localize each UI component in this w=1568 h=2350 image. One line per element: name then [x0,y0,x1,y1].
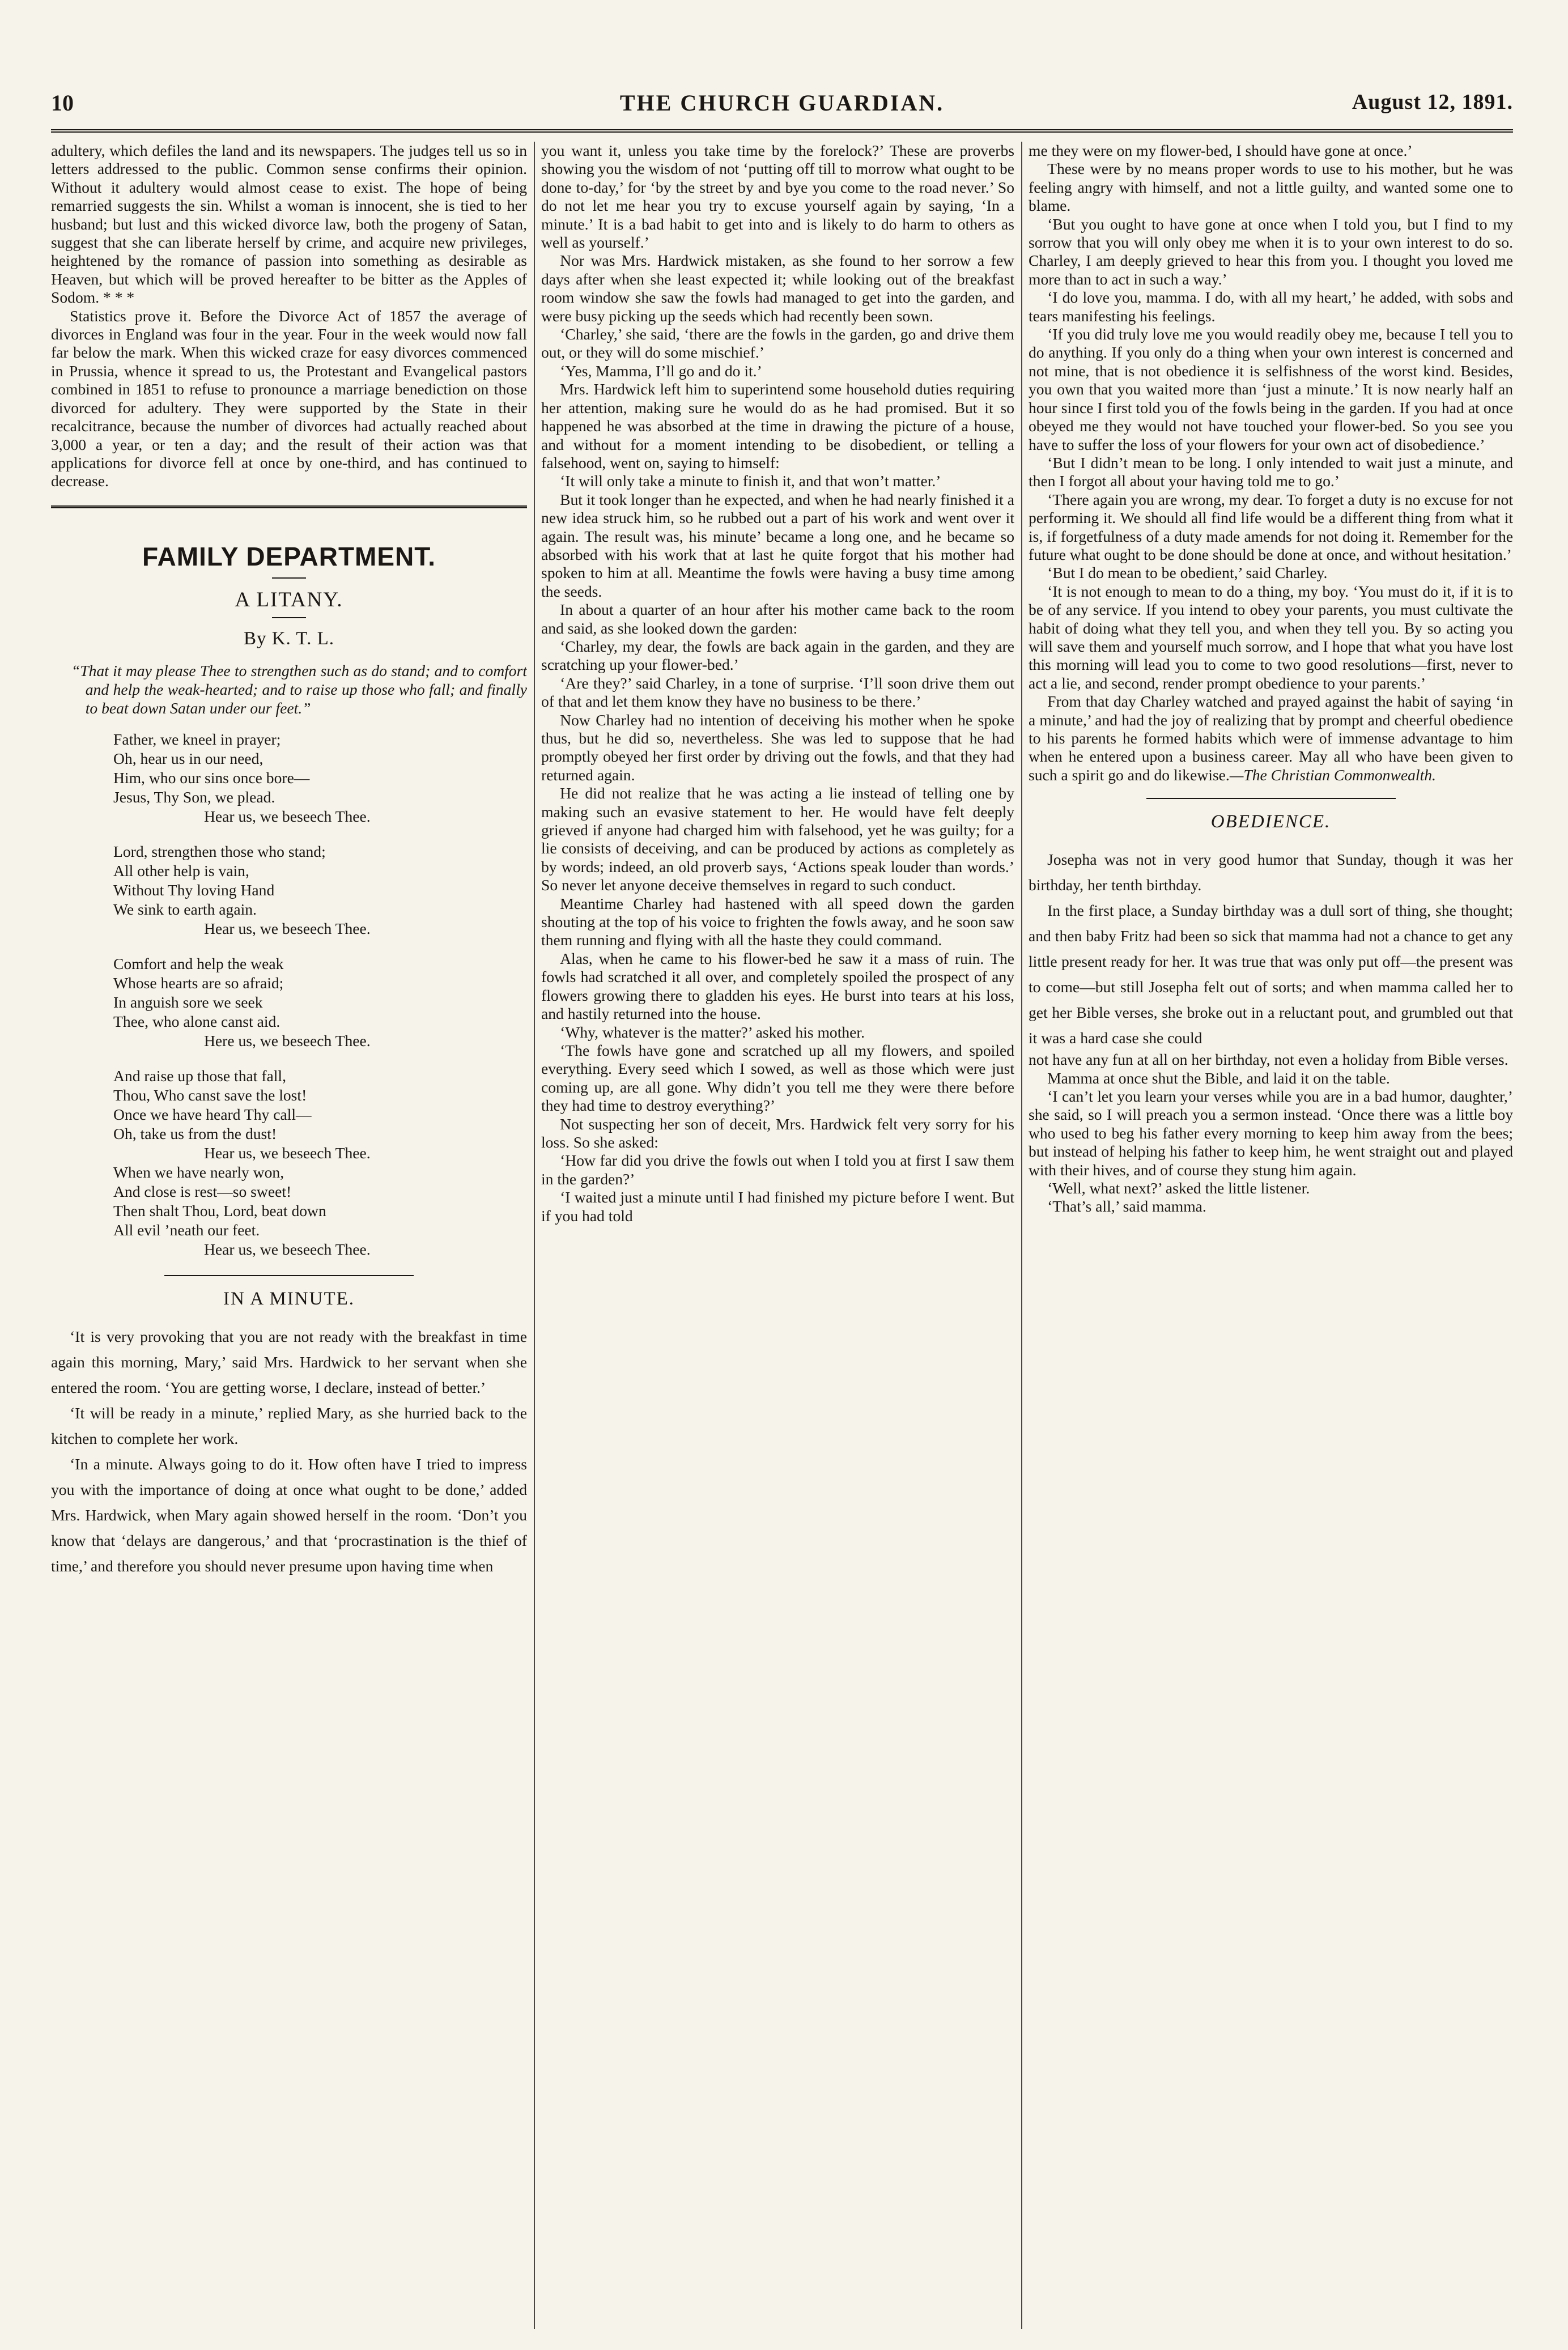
story-paragraph: ‘The fowls have gone and scratched up all my flowers, and spoiled everything. Every seed which I sowed, as well as those which were just coming up, are all gone. Why didn’t you tell me they were there before they had time to destroy everything?’ [541,1041,1014,1115]
story-paragraph: ‘It is very provoking that you are not ready with the breakfast in time again this morning, Mary,’ said Mrs. Hardwick to her servant when she entered the room. ‘You are getting worse, I declare, instead of better.’ [51,1327,527,1396]
story-paragraph: But it took longer than he expected, and when he had nearly finished it a new idea struck him, so he rubbed out a part of his work and went over it again. The result was, his minute’ became a long one, and he became so absorbed with his work that at last he quite forgot that his mother had spoken to him at all. Meantime the fowls were having a busy time among the seeds. [541,490,1014,600]
poem-refrain: Hear us, we beseech Thee. [204,919,371,937]
poem-line: Oh, hear us in our need, [113,749,264,767]
poem-author: By K. T. L. [243,628,335,649]
poem-line: Once we have heard Thy call— [113,1105,312,1123]
short-divider [272,617,306,618]
story-paragraph: Josepha was not in very good humor that Sunday, though it was her birthday, her tenth birthday. [1029,851,1513,894]
story-paragraph: He did not realize that he was acting a lie instead of telling one by making such an evasive statement to her. He would have felt deeply grieved if anyone had charged him with falsehood, yet he was guilty; for a lie consists of deceiving, and can be produced by actions as completely as by words; indeed, an old proverb says, ‘Actions speak louder than words.’ So never let anyone deceive themselves in regard to such conduct. [541,784,1014,894]
story-paragraph: ‘Are they?’ said Charley, in a tone of surprise. ‘I’ll soon drive them out of that and let them know they have no business to be there.’ [541,674,1014,711]
poem-line: Oh, take us from the dust! [113,1124,277,1142]
source-attribution: —The Christian Commonwealth. [1229,766,1436,784]
story-paragraph: Meantime Charley had hastened with all speed down the garden shouting at the top of his voice to frighten the fowls away, and he soon saw them running and flying with all the haste they could command. [541,894,1014,949]
story-paragraph: ‘It is not enough to mean to do a thing, my boy. ‘You must do it, if it is to be of any service. If you intend to obey your parents, you must cultivate the habit of doing what they tell you, and when they tell you. By so acting you will save them and yourself much sorrow, and I hope that what you have lost this morning will lead you to come to two good resolutions—first, never to act a lie, and second, render prompt obedience to your parents.’ [1029,582,1513,692]
poem-line: Comfort and help the weak [113,954,284,972]
story-paragraph: Mrs. Hardwick left him to superintend some household duties requiring her attention, making sure he would do as he had promised. But it so happened he was absorbed at the time in drawing the picture of a house, and without for a moment intending to be disobedient, or telling a falsehood, went on, saying to himself: [541,380,1014,471]
poem-line: All evil ’neath our feet. [113,1221,260,1239]
column-2 [541,142,1014,2329]
article-continuation: adultery, which defiles the land and its newspapers. The judges tell us so in letters addressed to the public. Common sense confirms their opinion. Without it adultery would almost cease to exist. The hope of being remarried suggests the sin. Whilst a woman is innocent, she is tied to her husband; but lust and this wicked divorce law, both the progeny of Satan, suggest that she can liberate herself by crime, and acquire new privileges, heightened by the romance of passion into something as desirable as Heaven, but which will be proved hereafter to be bitter as the Apples of Sodom. * * * [51,142,527,307]
story-paragraph: These were by no means proper words to use to his mother, but he was feeling angry with himself, and not a little guilty, and wanted some one to blame. [1029,160,1513,215]
story-paragraph: you want it, unless you take time by the forelock?’ These are proverbs showing you the wisdom of not ‘putting off till to morrow what ought to be done to-day,’ for ‘by the street by and bye you come to the road never.’ So do not let me hear you try to excuse yourself again by saying, ‘In a minute.’ It is a bad habit to get into and is likely to do harm to others as well as yourself.’ [541,142,1014,252]
poem-line: Without Thy loving Hand [113,881,275,899]
poem-stanza [113,1066,527,1259]
column-divider-1 [534,142,535,2329]
story-paragraph: ‘But I didn’t mean to be long. I only intended to wait just a minute, and then I forgot all about your having told me to go.’ [1029,453,1513,490]
short-divider [272,577,306,579]
poem-line: All other help is vain, [113,861,249,879]
story-paragraph: ‘Well, what next?’ asked the little listener. [1047,1179,1310,1197]
poem-line: Thee, who alone canst aid. [113,1012,281,1030]
poem-line: We sink to earth again. [113,900,257,918]
story-paragraph: me they were on my flower-bed, I should have gone at once.’ [1029,142,1413,159]
story-paragraph-text: From that day Charley watched and prayed against the habit of saying ‘in a minute,’ and had the joy of realizing that by prompt and cheerful obedience to his parents he formed habits which were of immense advantage to him when he entered upon a business career. May all who have been given to such a spirit go and do likewise. [1029,692,1513,784]
poem-line: And raise up those that fall, [113,1066,286,1085]
story-paragraph: In the first place, a Sunday birthday was a dull sort of thing, she thought; and then baby Fritz had been so sick that mamma had not a chance to get any little present ready for her. It was true that was only put off—the present was to come—but still Josepha felt out of sorts; and when mamma called her to get her Bible verses, she broke out in a reluctant pout, and grumbled out that it was a hard case she could [1029,902,1513,1047]
story-paragraph [1029,692,1513,784]
story-paragraph: ‘Yes, Mamma, I’ll go and do it.’ [560,362,762,380]
story-paragraph: ‘It will be ready in a minute,’ replied Mary, as she hurried back to the kitchen to complete her work. [51,1404,527,1447]
story-paragraph: Nor was Mrs. Hardwick mistaken, as she found to her sorrow a few days after when she least expected it; while looking out of the breakfast room window she saw the fowls had managed to get into the garden, and were busy picking up the seeds which had recently been sown. [541,252,1014,325]
poem-refrain: Here us, we beseech Thee. [204,1031,371,1049]
issue-date: August 12, 1891. [1352,90,1513,114]
story-paragraph: In about a quarter of an hour after his mother came back to the room and said, as she looked down the garden: [541,601,1014,637]
poem-line: And close is rest—so sweet! [113,1182,292,1200]
column-divider-2 [1021,142,1022,2329]
poem-refrain: Hear us, we beseech Thee. [204,807,371,825]
poem-line: Thou, Who canst save the lost! [113,1086,307,1104]
poem-line: Then shalt Thou, Lord, beat down [113,1201,326,1219]
poem-title: A LITANY. [235,588,343,611]
story-paragraph: Not suspecting her son of deceit, Mrs. Hardwick felt very sorry for his loss. So she asked: [541,1115,1014,1151]
poem-line: Father, we kneel in prayer; [113,730,281,748]
story-paragraph: ‘But you ought to have gone at once when I told you, but I find to my sorrow that you will only obey me when it is to your own interest to do so. Charley, I am deeply grieved to hear this from you. I thought you loved me more than to act in such a way.’ [1029,215,1513,288]
story-paragraph: ‘It will only take a minute to finish it, and that won’t matter.’ [560,472,941,490]
poem-line: Whose hearts are so afraid; [113,974,284,992]
poem-refrain: Hear us, we beseech Thee. [204,1144,371,1162]
poem-refrain: Hear us, we beseech Thee. [204,1240,371,1258]
poem-stanza [113,842,527,938]
poem-line: Lord, strengthen those who stand; [113,842,326,860]
column-3 [1029,142,1513,2329]
story-paragraph: not have any fun at all on her birthday, not even a holiday from Bible verses. [1029,1051,1508,1069]
poem-line: When we have nearly won, [113,1163,284,1181]
department-heading: FAMILY DEPARTMENT. [142,541,436,571]
story-title: IN A MINUTE. [223,1288,355,1309]
story-paragraph: ‘If you did truly love me you would readily obey me, because I tell you to do anything. If you only do a thing when your own interest is concerned and not mine, that is not obedience it is selfishness of the worst kind. Besides, you own that you waited more than ‘just a minute.’ It is now nearly half an hour since I first told you of the fowls being in the garden. If you had at once obeyed me they would not have touched your flower-bed. So you see you have to suffer the loss of your flowers for your own act of disobedience.’ [1029,325,1513,453]
article-paragraph: Statistics prove it. Before the Divorce Act of 1857 the average of divorces in England was four in the year. Four in the week would now fall far below the mark. When this wicked craze for easy divorces commenced in Prussia, whence it spread to us, the Protestant and Evangelical pastors combined in 1851 to refuse to pronounce a marriage benediction on those divorced for adultery. They were supported by the State in their recalcitrance, because the number of divorces had actually reached about 3,000 a year, or ten a day; and the result of their action was that applications for divorce fell at once by one-third, and has continued to decrease. [51,307,527,490]
poem-line: Him, who our sins once bore— [113,768,310,787]
poem-line: In anguish sore we seek [113,993,263,1011]
story-paragraph: ‘There again you are wrong, my dear. To forget a duty is no excuse for not performing it. We should all find life would be a different thing from what it is, if forgetfulness of a duty made amends for not doing it. Remember for the future what ought to be done should be done at once, and without hesitation.’ [1029,490,1513,563]
story-paragraph: ‘I waited just a minute until I had finished my picture before I went. But if you had told [541,1188,1014,1225]
page-header [51,90,1513,133]
story-paragraph: ‘But I do mean to be obedient,’ said Charley. [1047,564,1328,582]
column-1 [51,142,527,2329]
page-number: 10 [51,90,74,116]
story-paragraph: Mamma at once shut the Bible, and laid it on the table. [1047,1069,1390,1087]
story-paragraph: Now Charley had no intention of deceiving his mother when he spoke thus, but he did so, nevertheless. She was led to suppose that he had promptly obeyed her first order by driving out the fowls, and that they had returned again. [541,711,1014,784]
poem-stanza [113,730,527,826]
poem-line: Jesus, Thy Son, we plead. [113,788,275,806]
section-divider [164,1275,414,1276]
story-paragraph: ‘Why, whatever is the matter?’ asked his mother. [560,1023,865,1041]
section-divider [1146,798,1396,799]
story-paragraph: ‘How far did you drive the fowls out when I told you at first I saw them in the garden?’ [541,1151,1014,1188]
story-paragraph: ‘I can’t let you learn your verses while you are in a bad humor, daughter,’ she said, so I will preach you a sermon instead. ‘Once there was a little boy who used to beg his father every morning to keep him away from the bees; but instead of helping his father to keep him, he went straight out and played with their hives, and of course they stung him again. [1029,1087,1513,1179]
newspaper-title: THE CHURCH GUARDIAN. [619,90,945,116]
story-paragraph: ‘Charley, my dear, the fowls are back again in the garden, and they are scratching up your flower-bed.’ [541,637,1014,674]
story-paragraph: Alas, when he came to his flower-bed he saw it a mass of ruin. The fowls had scratched it all over, and completely spoiled the prospect of any flowers growing there to gladden his eyes. He burst into tears at his loss, and hastily returned into the house. [541,949,1014,1023]
poem-stanza [113,954,527,1051]
poem-epigraph: “That it may please Thee to strengthen such as do stand; and to comfort and help the weak-hearted; and to raise up those who fall; and finally to beat down Satan under our feet.” [71,661,527,717]
section-divider [51,505,527,508]
story-title: OBEDIENCE. [1210,811,1331,832]
story-paragraph: ‘Charley,’ she said, ‘there are the fowls in the garden, go and drive them out, or they will do some mischief.’ [541,325,1014,362]
story-paragraph: ‘I do love you, mamma. I do, with all my heart,’ he added, with sobs and tears manifesting his feelings. [1029,288,1513,325]
story-paragraph: ‘That’s all,’ said mamma. [1047,1197,1206,1216]
story-paragraph: ‘In a minute. Always going to do it. How often have I tried to impress you with the importance of doing at once what ought to be done,’ added Mrs. Hardwick, when Mary again showed herself in the room. ‘Don’t you know that ‘delays are dangerous,’ and that ‘procrastination is the thief of time,’ and therefore you should never presume upon having time when [51,1455,527,1575]
